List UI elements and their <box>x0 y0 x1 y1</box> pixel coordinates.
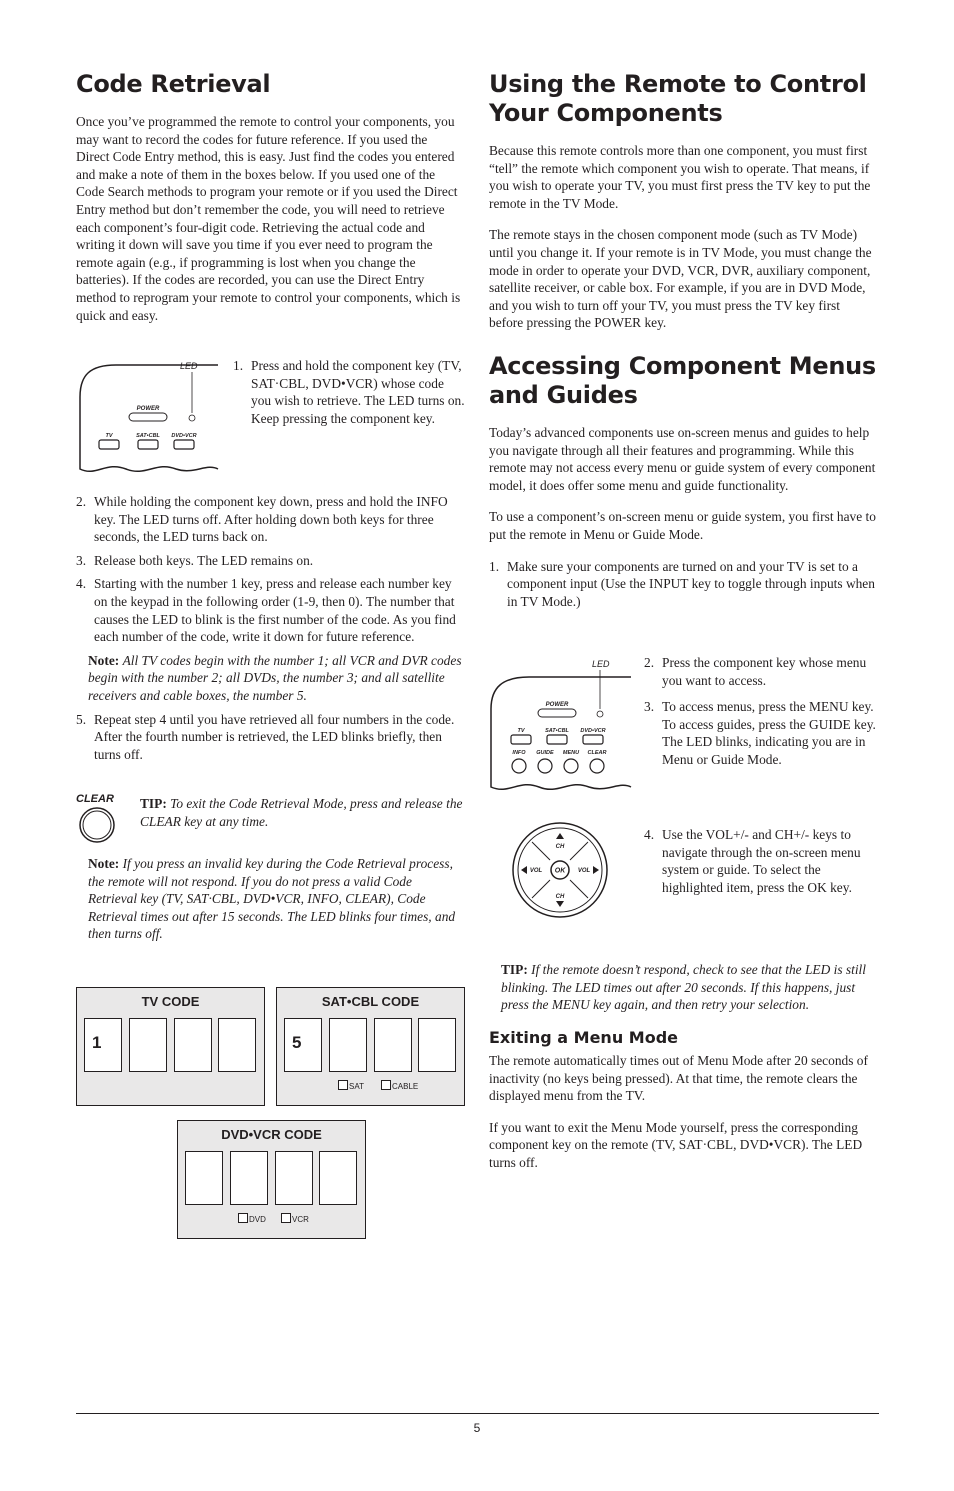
tv-key-label: TV <box>105 433 113 439</box>
footer-divider <box>76 1413 879 1414</box>
satcbl-code-digit-1[interactable]: 5 <box>284 1018 322 1072</box>
left-column <box>76 70 464 324</box>
tv-key <box>99 440 119 449</box>
list-item: 4. Use the VOL+/- and CH+/- keys to navigate through the on-screen menu system or guide. To select the highlighted item, press the OK key. <box>644 827 861 895</box>
menu-key <box>564 759 578 773</box>
sat-checkbox[interactable]: SAT <box>338 1080 364 1091</box>
info-key <box>512 759 526 773</box>
menu-key-label: MENU <box>562 750 580 756</box>
satcbl-code-digit-4[interactable] <box>418 1018 456 1072</box>
section-title-using-remote: Using the Remote to Control Your Components <box>489 70 867 127</box>
list-item: 1. Make sure your components are turned on and your TV is set to a component input (Use the INPUT key to toggle through inputs when in TV Mode.) <box>489 558 875 609</box>
tv-key-label: TV <box>517 728 525 734</box>
checkbox-icon <box>338 1080 348 1090</box>
dvdvcr-key-label: DVD•VCR <box>171 433 197 439</box>
checkbox-icon <box>281 1213 291 1223</box>
led-indicator-icon <box>189 415 195 421</box>
guide-key <box>538 759 552 773</box>
dvdvcr-code-title: DVD•VCR CODE <box>221 1127 322 1142</box>
info-key-label: INFO <box>512 750 526 756</box>
satcbl-key-label: SAT•CBL <box>545 728 569 734</box>
clear-key <box>590 759 604 773</box>
guide-key-label: GUIDE <box>536 750 554 756</box>
remote-illustration-menu <box>489 655 635 795</box>
exiting-p1: The remote automatically times out of Menu Mode after 20 seconds of inactivity (no keys being pressed). At that time, the remote clears the displayed menu from the TV. <box>489 1053 868 1104</box>
list-item: 5. Repeat step 4 until you have retrieved all four numbers in the code. After the fourth number is retrieved, the LED blinks briefly, then turns off. <box>76 711 455 762</box>
satcbl-key <box>547 735 567 744</box>
tv-code-digit-2[interactable] <box>129 1018 167 1072</box>
list-item: 1. Press and hold the component key (TV, SAT·CBL, DVD•VCR) whose code you wish to retrieve. The LED turns on. Keep pressing the component key. <box>233 358 465 426</box>
satcbl-code-digit-3[interactable] <box>374 1018 412 1072</box>
dvdvcr-code-digit-4[interactable] <box>319 1151 357 1205</box>
step-4-container <box>644 826 877 896</box>
cable-checkbox[interactable]: CABLE <box>381 1080 418 1091</box>
exiting-menu-section <box>489 1028 877 1172</box>
power-key <box>538 709 576 717</box>
checkbox-icon <box>381 1080 391 1090</box>
led-label: LED <box>592 659 610 669</box>
step-1-container <box>233 357 465 427</box>
list-item: 3. Release both keys. The LED remains on. <box>76 552 314 568</box>
section-title-exiting-menu: Exiting a Menu Mode <box>489 1028 678 1047</box>
ok-key-label: OK <box>554 867 566 875</box>
navigation-pad-illustration <box>510 820 610 920</box>
code-retrieval-intro: Once you’ve programmed the remote to control your components, you may want to record the codes for future reference. If you used the Direct Code Entry method, this is easy. Just find the codes you entered and make a note of them in the boxes below. If you used one of the Code Search methods to program your remote or if you used the Direct Entry method but don’t remember the code, you will need to retrieve each component’s four-digit code. Retrieving the actual code and writing it down will save you time if you ever need to program the remote again (e.g., if programming is lost when you change the batteries). If the codes are recorded, you can use the Direct Entry method to reprogram your remote to control your components, which is quick and easy. <box>76 114 461 323</box>
dvdvcr-code-digit-3[interactable] <box>275 1151 313 1205</box>
using-remote-p2: The remote stays in the chosen component mode (such as TV Mode) until you change it. If your remote is in TV Mode, you must change the mode in order to operate your DVD, VCR, DVR, auxiliary component, satellite receiver, or cable box. For example, if you are in DVD Mode, and you wish to turn off your TV, you must press the TV key first before pressing the POWER key. <box>489 227 872 331</box>
list-item: 2. While holding the component key down, press and hold the INFO key. The LED turns off. After holding down both keys for three seconds, the LED turns back on. <box>76 494 448 545</box>
remote-illustration-basic <box>76 357 222 479</box>
tv-code-digit-3[interactable] <box>174 1018 212 1072</box>
clear-key-icon <box>78 805 118 845</box>
power-key-label: POWER <box>545 702 569 708</box>
using-remote-p1: Because this remote controls more than one component, you must first “tell” the remote which component you wish to operate. That means, if you wish to operate your TV, you must first press the TV key to put the remote in the TV Mode. <box>489 143 871 211</box>
note-invalid-key: Note: If you press an invalid key during the Code Retrieval process, the remote will not respond. If you do not press a valid Code Retrieval key (TV, SAT·CBL, DVD•VCR, INFO, CLEAR), Code Retrieval times out after 15 seconds. The LED blinks four times, and then turns off. <box>88 856 456 942</box>
menus-p1: Today’s advanced components use on-screen menus and guides to help you navigate through all their features and programming. While this remote may not access every menu or guide system of every component model, it does offer some menu and guide functionality. <box>489 424 876 493</box>
dvdvcr-key-label: DVD•VCR <box>580 728 606 734</box>
tv-code-digit-1[interactable]: 1 <box>84 1018 122 1072</box>
list-item: 2. Press the component key whose menu you want to access. <box>644 655 867 688</box>
ch-down-label: CH <box>555 894 565 900</box>
tv-key <box>511 735 531 744</box>
tip-exit-code-retrieval: TIP: To exit the Code Retrieval Mode, press and release the CLEAR key at any time. <box>140 796 463 829</box>
vol-left-label: VOL <box>529 868 543 874</box>
power-key <box>129 413 167 421</box>
note-code-prefixes: Note: All TV codes begin with the number 1; all VCR and DVR codes begin with the number 2; all DVDs, the number 3; and all satellite receivers and cable boxes, the number 5. <box>88 652 462 703</box>
satcbl-code-digit-2[interactable] <box>329 1018 367 1072</box>
checkbox-icon <box>238 1213 248 1223</box>
tip-remote-not-responding: TIP: If the remote doesn’t respond, check to see that the LED is still blinking. The LED times out after 20 seconds. If this happens, just press the MENU key again, and then retry your selection. <box>501 962 866 1013</box>
section-title-component-menus: Accessing Component Menus and Guides <box>489 351 876 409</box>
dvdvcr-code-box <box>177 1120 366 1239</box>
satcbl-code-box <box>276 987 465 1106</box>
dvdvcr-code-digit-1[interactable] <box>185 1151 223 1205</box>
dvdvcr-code-digit-2[interactable] <box>230 1151 268 1205</box>
right-column <box>489 70 877 610</box>
dvdvcr-key <box>174 440 194 449</box>
satcbl-key-label: SAT•CBL <box>136 433 160 439</box>
list-item: 4. Starting with the number 1 key, press and release each number key on the keypad in the following order (1-9, then 0). The number that causes the LED to blink is the first number of the code. As you find each number of the code, write it down for future reference. <box>76 576 456 645</box>
exiting-p2: If you want to exit the Menu Mode yourself, press the corresponding component key on the remote (TV, SAT·CBL, DVD•VCR). The LED turns off. <box>489 1119 863 1170</box>
dvdvcr-key <box>583 735 603 744</box>
tv-code-box <box>76 987 265 1106</box>
clear-key-label: CLEAR <box>76 793 114 805</box>
list-item: 3. To access menus, press the MENU key. To access guides, press the GUIDE key. The LED blinks, indicating you are in Menu or Guide Mode. <box>644 699 876 767</box>
dvd-checkbox[interactable]: DVD <box>238 1213 266 1224</box>
page-number: 5 <box>473 1421 481 1435</box>
tv-code-digit-4[interactable] <box>218 1018 256 1072</box>
satcbl-key <box>138 440 158 449</box>
ch-up-label: CH <box>555 844 565 850</box>
clear-key-illustration <box>76 793 126 850</box>
led-label: LED <box>180 361 198 371</box>
led-indicator-icon <box>597 711 603 717</box>
tv-code-title: TV CODE <box>141 994 200 1009</box>
steps-2-to-5 <box>76 493 464 763</box>
steps-2-3 <box>644 654 877 769</box>
power-key-label: POWER <box>136 406 160 412</box>
section-title-code-retrieval: Code Retrieval <box>76 70 271 98</box>
satcbl-code-title: SAT•CBL CODE <box>321 994 420 1009</box>
menus-p2: To use a component’s on-screen menu or guide system, you first have to put the remote in Menu or Guide Mode. <box>489 509 876 542</box>
vcr-checkbox[interactable]: VCR <box>281 1213 309 1224</box>
clear-key-label: CLEAR <box>587 750 607 756</box>
vol-right-label: VOL <box>577 868 591 874</box>
